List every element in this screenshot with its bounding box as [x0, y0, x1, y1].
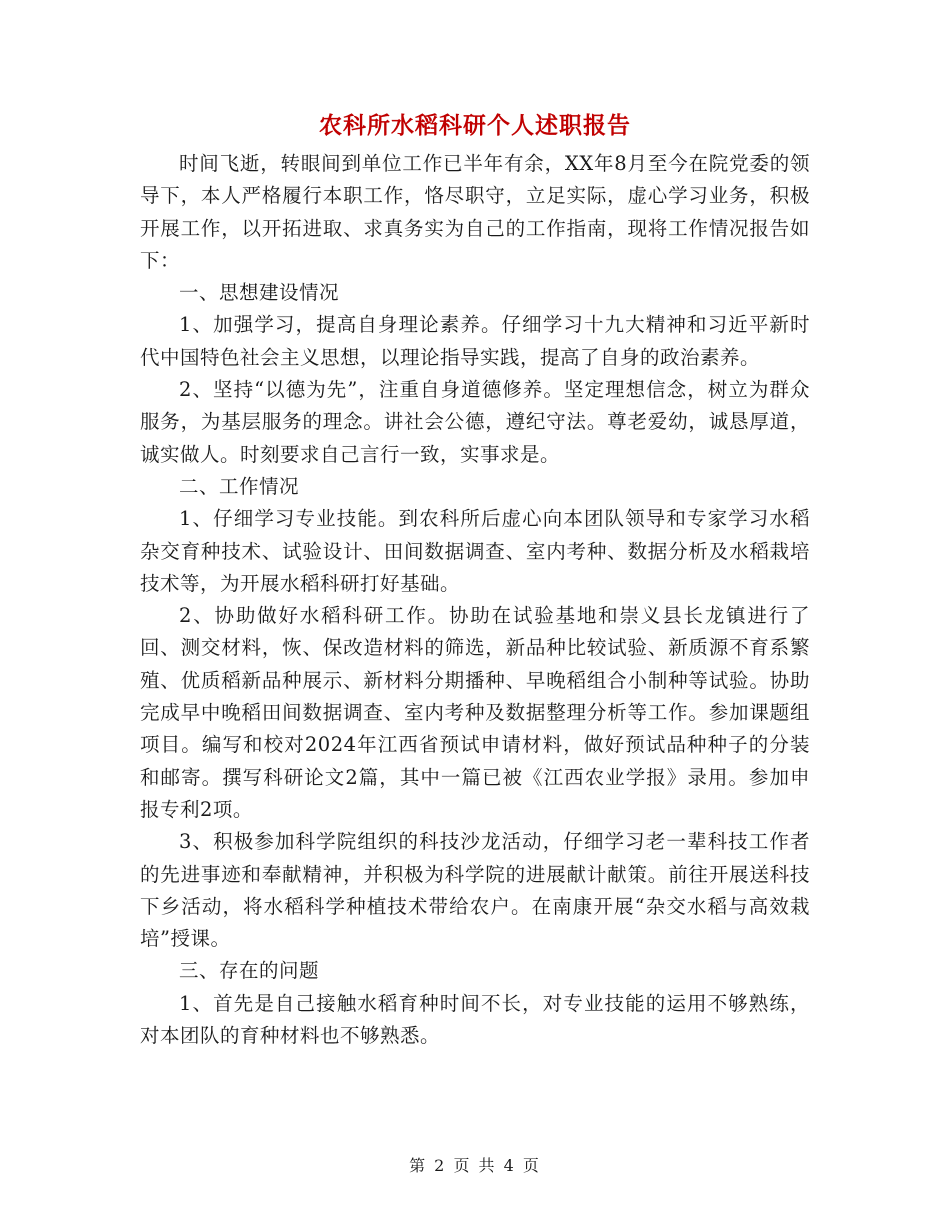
- paragraph-2-2: 2、协助做好水稻科研工作。协助在试验基地和崇义县长龙镇进行了回、测交材料，恢、保改造材料的筛选，新品种比较试验、新质源不育系繁殖、优质稻新品种展示、新材料分期播种、早晚稻组合小制种等试验。协助完成早中晚稻田间数据调查、室内考种及数据整理分析等工作。参加课题组项目。编写和校对2024年江西省预试申请材料，做好预试品种种子的分装和邮寄。撰写科研论文2篇，其中一篇已被《江西农业学报》录用。参加申报专利2项。: [140, 604, 810, 821]
- section-heading-2: 二、工作情况: [179, 474, 300, 498]
- paragraph-2-3: 3、积极参加科学院组织的科技沙龙活动，仔细学习老一辈科技工作者的先进事迹和奉献精神，并积极为科学院的进展献计献策。前往开展送科技下乡活动，将水稻科学种植技术带给农户。在南康开展“杂交水稻与高效栽培”授课。: [140, 830, 810, 951]
- page-number-footer: 第 2 页 共 4 页: [409, 1156, 541, 1175]
- document-page: [140, 108, 810, 1052]
- paragraph-1-2: 2、坚持“以德为先”，注重自身道德修养。坚定理想信念，树立为群众服务，为基层服务的理念。讲社会公德，遵纪守法。尊老爱幼，诚恳厚道，诚实做人。时刻要求自己言行一致，实事求是。: [140, 378, 810, 466]
- document-title: 农科所水稻科研个人述职报告: [319, 112, 631, 139]
- paragraph-intro: 时间飞逝，转眼间到单位工作已半年有余，XX年8月至今在院党委的领导下，本人严格履行本职工作，恪尽职守，立足实际，虚心学习业务，积极开展工作，以开拓进取、求真务实为自己的工作指南，现将工作情况报告如下：: [140, 152, 810, 272]
- section-heading-1: 一、思想建设情况: [179, 281, 340, 305]
- paragraph-3-1: 1、首先是自己接触水稻育种时间不长，对专业技能的运用不够熟练，对本团队的育种材料也不够熟悉。: [140, 991, 810, 1048]
- paragraph-1-1: 1、加强学习，提高自身理论素养。仔细学习十九大精神和习近平新时代中国特色社会主义思想，以理论指导实践，提高了自身的政治素养。: [140, 313, 810, 369]
- section-heading-3: 三、存在的问题: [179, 959, 320, 983]
- paragraph-2-1: 1、仔细学习专业技能。到农科所后虚心向本团队领导和专家学习水稻杂交育种技术、试验设计、田间数据调查、室内考种、数据分析及水稻栽培技术等，为开展水稻科研打好基础。: [140, 507, 810, 595]
